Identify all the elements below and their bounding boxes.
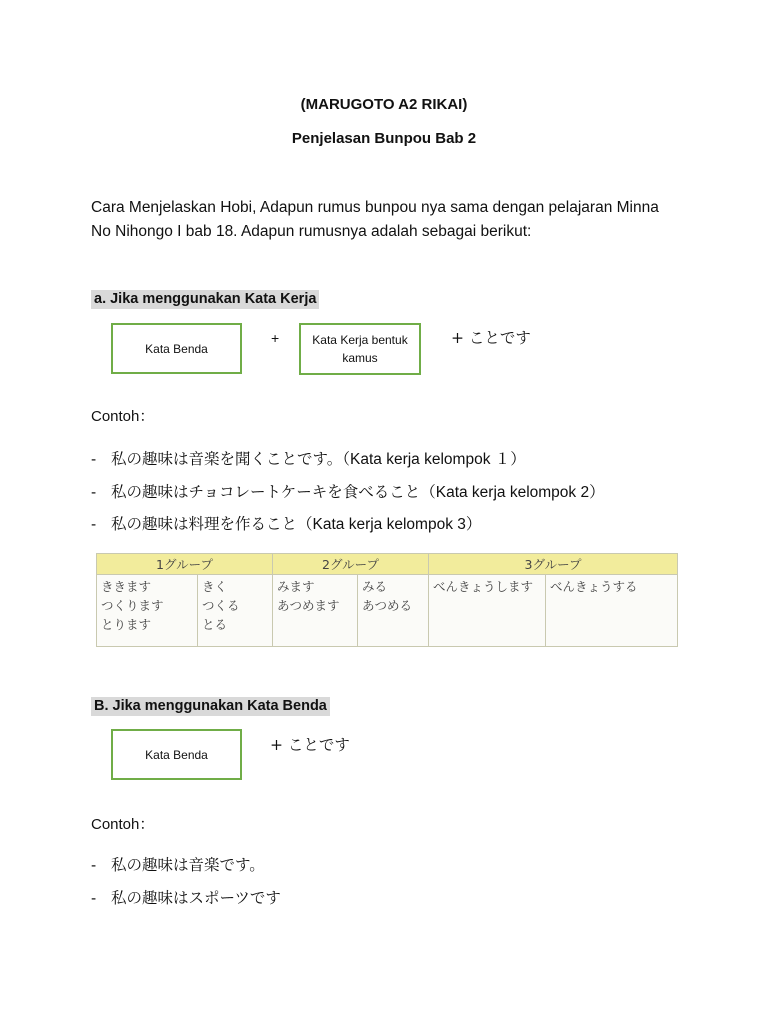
document-subtitle: Penjelasan Bunpou Bab 2	[291, 130, 477, 147]
formula-box-label: Kata Benda	[145, 341, 208, 356]
example-japanese: 私の趣味は料理を作ること（	[111, 515, 313, 533]
table-cell-text: べんきょうします	[433, 579, 534, 594]
table-cell-text: みます	[277, 579, 315, 594]
example-item	[91, 853, 265, 875]
formula-box-kata-benda-b	[111, 729, 242, 780]
bullet-dash: -	[91, 857, 97, 874]
table-cell-text: あつめます	[277, 598, 340, 613]
contoh-label-b: Contoh：	[91, 816, 155, 833]
example-japanese: 私の趣味は音楽です。	[111, 856, 265, 874]
example-japanese: 私の趣味はチョコレートケーキを食べること（	[111, 483, 436, 501]
table-cell-g3-dict	[546, 575, 678, 647]
example-japanese: 私の趣味はスポーツです	[111, 889, 281, 907]
table-cell-text: とります	[101, 617, 152, 632]
table-cell-g1-masu	[97, 575, 198, 647]
table-header-group-3: 3グループ	[429, 554, 678, 575]
example-item	[91, 512, 481, 534]
table-header-group-1: 1グループ	[97, 554, 273, 575]
example-item	[91, 886, 281, 908]
table-cell-text: きく	[202, 579, 228, 594]
example-latin: Kata kerja kelompok 3	[312, 516, 466, 533]
example-japanese: 私の趣味は音楽を聞くことです。（	[111, 450, 351, 468]
formula-box-label-line1: Kata Kerja bentuk	[312, 333, 408, 347]
example-number: ）	[465, 515, 482, 533]
section-b-heading: B. Jika menggunakan Kata Benda	[91, 697, 330, 716]
example-number: ）	[589, 483, 605, 501]
table-cell-text: つくります	[101, 598, 164, 613]
table-cell-text: あつめる	[362, 598, 413, 613]
table-cell-g1-dict	[198, 575, 273, 647]
bullet-dash: -	[91, 451, 97, 468]
table-cell-g2-masu	[273, 575, 358, 647]
section-a-heading: a. Jika menggunakan Kata Kerja	[91, 290, 319, 309]
document-title: (MARUGOTO A2 RIKAI)	[300, 96, 468, 113]
bullet-dash: -	[91, 484, 97, 501]
table-cell-g2-dict	[358, 575, 429, 647]
intro-paragraph	[91, 196, 659, 244]
example-item	[91, 447, 526, 469]
intro-line-2: No Nihongo I bab 18. Adapun rumusnya adalah sebagai berikut:	[91, 223, 532, 240]
table-cell-g3-masu	[429, 575, 546, 647]
formula-box-kata-kerja	[299, 323, 421, 375]
example-latin: Kata kerja kelompok 2	[435, 484, 590, 501]
bullet-dash: -	[91, 516, 97, 533]
bullet-dash: -	[91, 890, 97, 907]
table-cell-text: とる	[202, 617, 228, 632]
example-latin: Kata kerja kelompok	[350, 451, 491, 468]
table-cell-text: べんきょうする	[550, 579, 638, 594]
formula-suffix: + ことです	[451, 329, 531, 347]
contoh-label-a: Contoh：	[91, 408, 155, 425]
formula-plus: +	[271, 330, 280, 346]
formula-box-label: Kata Benda	[145, 747, 208, 762]
verb-group-table	[96, 553, 678, 647]
table-cell-text: みる	[362, 579, 388, 594]
table-cell-text: ききます	[101, 579, 152, 594]
formula-box-label-line2: kamus	[342, 351, 378, 365]
table-header-group-2: 2グループ	[273, 554, 429, 575]
example-item	[91, 480, 605, 502]
formula-suffix-b: + ことです	[270, 736, 350, 754]
intro-line-1: Cara Menjelaskan Hobi, Adapun rumus bunpou nya sama dengan pelajaran Minna	[91, 199, 659, 216]
example-number: １）	[494, 450, 526, 468]
formula-box-kata-benda	[111, 323, 242, 374]
table-cell-text: つくる	[202, 598, 240, 613]
